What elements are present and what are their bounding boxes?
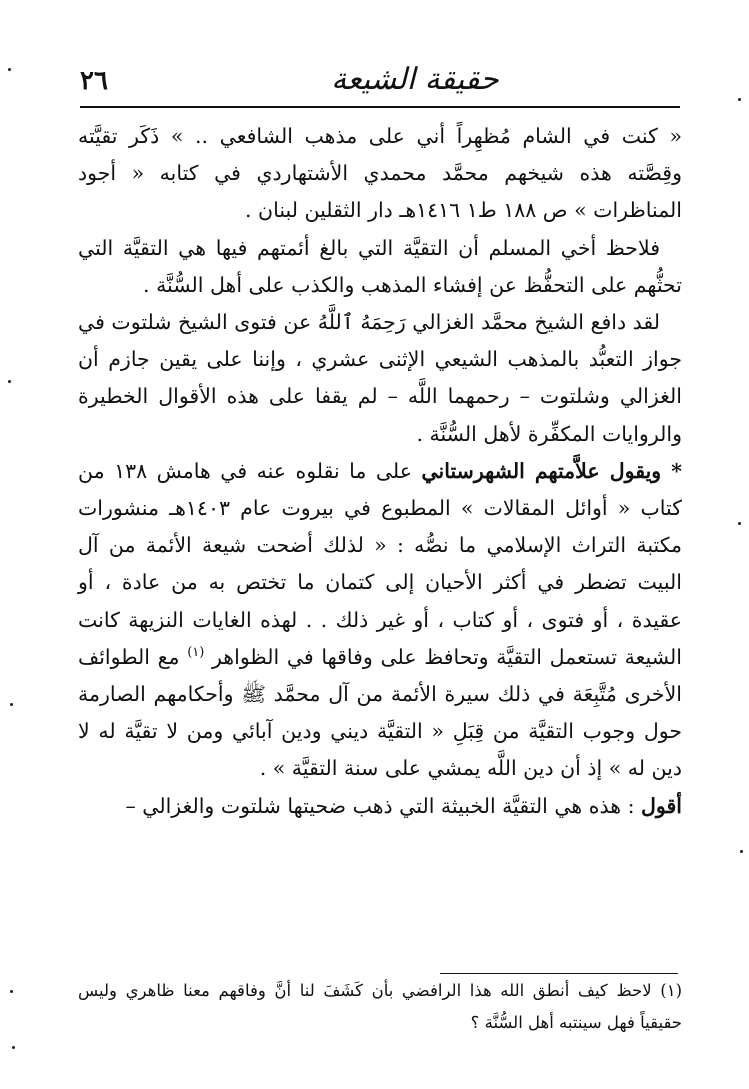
paragraph-5 [78,788,682,825]
paragraph-5-text: : هذه هي التقيَّة الخبيثة التي ذهب ضحيتها شلتوت والغزالي – [125,793,642,818]
margin-dot [8,380,11,383]
paragraph-5-lead: أقول [641,793,682,818]
margin-dot [10,703,13,706]
margin-dot [740,850,743,853]
margin-dot [738,98,741,101]
paragraph-3: لقد دافع الشيخ محمَّد الغزالي رَحِمَهُ ٱللَّهُ عن فتوى الشيخ شلتوت في جواز التعبُّد بالمذهب الشيعي الإثنى عشري ، وإننا على يقين جازم أن الغزالي وشلتوت – رحمهما اللَّه – لم يقفا على هذه الأقوال الخطيرة والروايات المكفِّرة لأهل السُّنَّة . [78,310,682,446]
footnote-text: لاحظ كيف أنطق الله هذا الرافضي بأن كَشَفَ لنا أنَّ وفاقهم معنا ظاهري وليس حقيقياً فهل سينتبه أهل السُّنَّة ؟ [78,981,682,1032]
margin-dot [738,522,741,525]
paragraph-4-text-a: على ما نقلوه عنه في هامش ١٣٨ من كتاب « أوائل المقالات » المطبوع في بيروت عام ١٤٠٣هـ منشورات مكتبة التراث الإسلامي ما نصُّه : « لذلك أضحت شيعة الأئمة من آل البيت تضطر في أكثر الأحيان إلى كتمان ما تختص به من عادة ، أو عقيدة ، أو فتوى ، أو كتاب ، أو غير ذلك . . لهذه الغايات النزيهة كانت الشيعة تستعمل التقيَّة وتحافظ على وفاقها في الظواهر [78,458,682,669]
footnote-number: (١) [660,981,682,1000]
page-number: ٢٦ [80,66,108,96]
paragraph-4-text-b: مع الطوائف الأخرى مُتَّبِعَة في ذلك سيرة الأئمة من آل محمَّد ﷺ وأحكامهم الصارمة حول وجوب التقيَّة من قِبَلِ « التقيَّة ديني ودين آبائي ومن لا تقيَّة له لا دين له » إذ أن دين اللَّه يمشي على سنة التقيَّة » . [78,644,682,781]
header-rule [80,106,680,108]
margin-dot [8,68,11,71]
footnote-reference: (١) [187,645,205,661]
footnote-rule [440,973,678,974]
paragraph-4 [78,453,682,788]
paragraph-1: « كنت في الشام مُظهِراً أني على مذهب الشافعي .. » ذَكَر تقيَّته وقِصَّته هذه شيخهم محمَّد محمدي الأشتهاردي في كتابه « أجود المناظرات » ص ١٨٨ ط١ ١٤١٦هـ دار الثقلين لبنان . [78,124,682,223]
body-text [78,118,682,825]
running-title: حقيقة الشيعة [331,62,499,97]
margin-dot [12,1046,15,1049]
paragraph-4-lead: * ويقول علاَّمتهم الشهرستاني [421,458,682,483]
margin-dot [10,990,13,993]
page-header [80,62,680,102]
paragraph-2: فلاحظ أخي المسلم أن التقيَّة التي بالغ أئمتهم فيها هي التقيَّة التي تحثُّهم على التحفُّظ عن إفشاء المذهب والكذب على أهل السُّنَّة . [78,235,682,297]
footnote [78,975,682,1039]
